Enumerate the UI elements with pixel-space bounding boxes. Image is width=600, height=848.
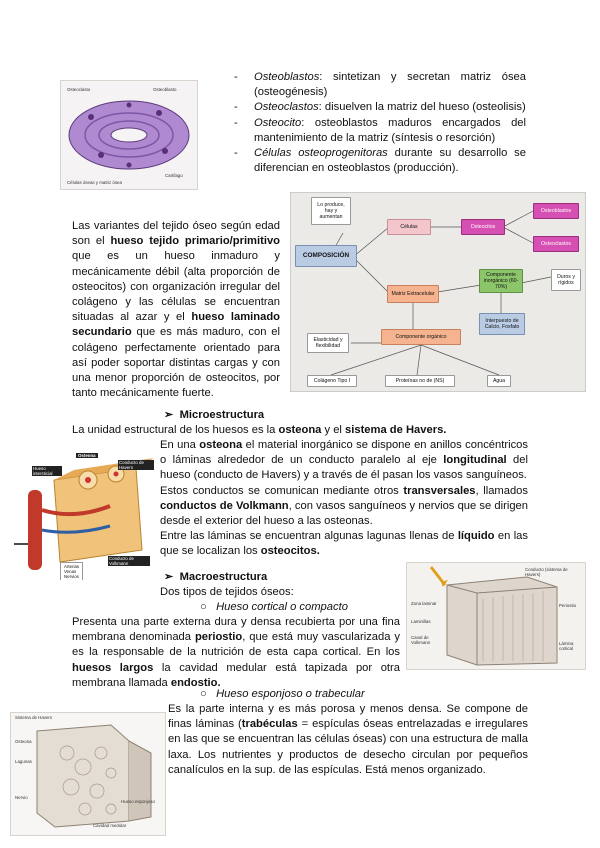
fig3-label: Lámina cortical [559, 641, 574, 651]
micro-heading: ➢ Microestructura [164, 409, 265, 421]
fig3-label: Periostio [559, 603, 577, 608]
node-inorganico: Componente inorgánico (60-70%) [479, 269, 523, 293]
fig2-label: Conducto de Havers [118, 460, 154, 470]
macro-types-intro: Dos tipos de tejidos óseos: [160, 586, 294, 598]
fig3-label: Canal de Volkmann [411, 635, 431, 645]
fig4-label: Cavidad medular [93, 823, 127, 828]
fig3-label: Zona laminar [411, 601, 437, 606]
esponjoso-subheading: ○ Hueso esponjoso o trabecular [200, 688, 365, 700]
fig3-label: Laminillas [411, 619, 431, 624]
circle-bullet-icon: ○ [200, 688, 207, 700]
node-matriz: Matriz Extracelular [387, 285, 439, 303]
micro-p2: Estos conductos se comunican mediante otros transversales, llamados conductos de Volkmann, con vasos sanguíneos y nervios que se dirigen desde el exterior del hueso a las osteonas. [160, 484, 528, 528]
list-item: - Osteoclastos: disuelven la matriz del hueso (osteolisis) [234, 101, 526, 114]
fig1-label: Osteoblasto [153, 87, 177, 92]
list-item: - Osteocito: osteoblastos maduros encargados del mantenimiento de la matriz (síntesis o resorción) [234, 116, 526, 144]
fig3-label: Conducto (sistema de Havers) [525, 567, 568, 577]
node-top-note: Lo produce, hay y aumentan [311, 197, 351, 225]
list-item: - Células osteoprogenitoras durante su desarrollo se diferencian en osteoblastos (producción). [234, 147, 526, 175]
node-composicion: COMPOSICIÓN [295, 245, 357, 267]
fig4-label: Nervio [15, 795, 28, 800]
micro-p3: Entre las láminas se encuentran algunas lagunas llenas de líquido en las que se localizan los osteocitos. [160, 530, 528, 558]
node-agua: Agua [487, 375, 511, 387]
arrow-bullet-icon: ➢ [164, 571, 174, 583]
node-proteinas: Proteínas no de (NS) [385, 375, 455, 387]
node-organico: Componente orgánico [381, 329, 461, 345]
node-osteoclastos: Osteoclastos [533, 236, 579, 252]
esponjoso-paragraph: Es la parte interna y es más porosa y menos densa. Se compone de finas láminas (trabéculas = espículas óseas entrelazadas e irregulares en las que se encuentran las células óseas) con una estructura de malla laxa. Los nutrientes y productos de desecho circulan por pequeños canalículos en la sup. de las espículas. Está menos organizado. [72, 702, 528, 824]
macro-heading: ➢ Macroestructura [164, 571, 268, 583]
composition-diagram [290, 192, 586, 392]
fig1-label: Osteoclasto [67, 87, 91, 92]
fig1-caption: Células óseas y matriz ósea [67, 180, 122, 185]
list-item: - Osteoblastos: sintetizan y secretan matriz ósea (osteogénesis) [234, 71, 526, 99]
node-osteocitos: Osteocitos [461, 219, 505, 235]
fig1-label: Cartílago [165, 173, 183, 178]
node-duros: Duros y rígidos [551, 269, 581, 291]
fig2-label: Osteona [78, 453, 96, 458]
cortical-bone-illustration [407, 563, 585, 669]
fig2-label: Conducto de Volkmann [108, 556, 150, 566]
node-interpuesto: Interpuesto de Calcio, Fosfato [479, 313, 525, 335]
node-elasticidad: Elasticidad y flexibilidad [307, 333, 349, 353]
float-spacer [72, 702, 168, 824]
osteon-figure [14, 450, 154, 580]
cortical-bone-figure [406, 562, 586, 670]
fig4-label: Osteona [15, 739, 32, 744]
cell-types-list [234, 70, 526, 176]
circle-bullet-icon: ○ [200, 601, 207, 613]
fig4-label: Hueso esponjoso [121, 799, 155, 804]
fig2-label: Hueso intersticial [32, 466, 62, 476]
node-osteoblastos: Osteoblastos [533, 203, 579, 219]
fig4-label: Sistema de Havers [15, 715, 53, 720]
micro-intro: La unidad estructural de los huesos es la osteona y el sistema de Havers. [72, 424, 447, 436]
bone-cells-figure [60, 80, 198, 190]
node-colageno: Colágeno Tipo I [307, 375, 357, 387]
cortical-subheading: ○ Hueso cortical o compacto [200, 601, 348, 613]
micro-p1: En una osteona el material inorgánico se dispone en anillos concéntricos o láminas alrededor de un conducto paralelo al eje longitudinal del hueso (conducto de Havers) y a través de él pasan los vasos sanguíneos. [160, 439, 528, 482]
node-celulas: Células [387, 219, 431, 235]
arrow-bullet-icon: ➢ [164, 409, 174, 421]
cortical-paragraph: Presenta una parte externa dura y densa recubierta por una fina membrana denominada periostio, que está muy vascularizada y es la responsable de la nutrición de esta capa cortical. En los huesos largos la cavidad medular está tapizada por otra membrana llamada endostio. [72, 616, 400, 689]
fig2-legend: Arterias Venas Nervios [60, 562, 83, 580]
bone-variants-paragraph: Las variantes del tejido óseo según edad son el hueso tejido primario/primitivo que es un hueso inmaduro y mecánicamente débil (alta proporción de osteocitos) con organización irregular del colágeno y las células se encuentran situadas al azar y el hueso laminado secundario que es más maduro, con el colágeno perfectamente orientado para así poder soportar distintas cargas y con una menor proporción de osteocitos, por tanto mecánicamente fuerte. [72, 220, 281, 400]
micro-paragraphs [160, 438, 528, 560]
fig4-label: Lagunas [15, 759, 32, 764]
